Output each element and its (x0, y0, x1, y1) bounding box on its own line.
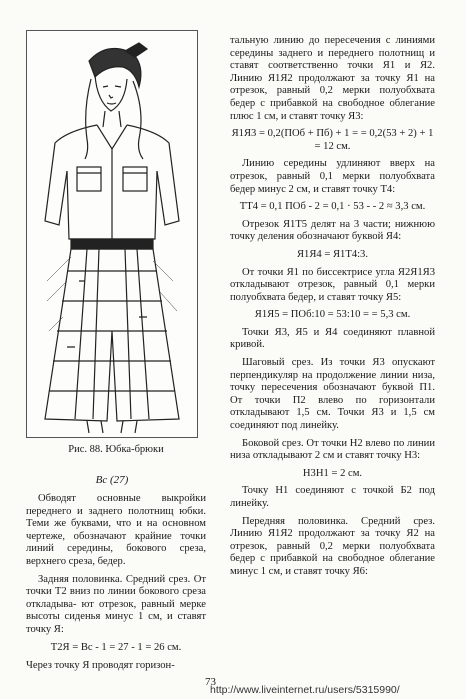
paragraph: Передняя половинка. Средний срез. Линию Я1Я2 продолжают за точку Я2 на отрезок, равный 0,2 мерки полуобхвата бедер с прибавкой на свободное облегание минус 1 см, и ставят точку Я6: (230, 515, 435, 577)
paragraph: Задняя половинка. Средний срез. От точки Т2 вниз по линии бокового среза откладыва- ют отрезок, равный мерке высоты сиденья минус 1 см, и ставят точку Я: (26, 573, 206, 635)
paragraph: Через точку Я проводят горизон- (26, 660, 175, 672)
formula: Н3Н1 = 2 см. (302, 467, 363, 479)
paragraph: Боковой срез. От точки Н2 влево по линии низа откладывают 2 см и ставят точку Н3: (230, 437, 435, 462)
paragraph: Линию середины удлиняют вверх на отрезок, равный 0,1 мерки полуобхвата бедер минус 2 см, и ставят точку Т4: (230, 158, 435, 195)
formula: Я1Я5 = ПОб:10 = 53:10 = = 5,3 см. (254, 309, 411, 321)
formula: Я1Я3 = 0,2(ПОб + Пб) + 1 = = 0,2(53 + 2) + 1 = 12 см. (231, 128, 434, 152)
watermark-url: http://www.liveinternet.ru/users/5315990/ (210, 684, 400, 696)
paragraph: Точку Н1 соединяют с точкой Б2 под линейку. (230, 485, 435, 509)
skirt-trousers-drawing (27, 31, 197, 437)
paragraph: Отрезок Я1Т5 делят на 3 части; нижнюю точку деления обозначают буквой Я4: (230, 218, 435, 243)
paragraph: Шаговый срез. Из точки Я3 опускают перпендикуляр на продолжение линии низа, точку пересечения обозначают буквой П1. От точки П2 влево по горизонтали откладывают 1,5 см. Точки Я3 и 1,5 см соединяют под линейку. (230, 357, 435, 432)
formula: ТТ4 = 0,1 ПОб - 2 = 0,1 · 53 - - 2 ≈ 3,3 см. (239, 201, 426, 213)
formula: Я1Я4 = Я1Т4:3. (296, 248, 369, 260)
paragraph: тальную линию до пересечения с линиями середины заднего и переднего полотнищ и ставят соответственно точки Я1 и Я2. Линию Я1Я2 продолжают за точку Я1 на отрезок, равный 0,2 мерки полуобхвата бедер с прибавкой на свободное облегание плюс 1 см, и ставят точку Я3: (230, 35, 435, 122)
paragraph: Обводят основные выкройки переднего и заднего полотнищ юбки. Теми же буквами, что и на основном чертеже, обозначают крайние точки линий середины, бокового среза, верхнего среза, бедер. (26, 493, 206, 567)
paragraph: От точки Я1 по биссектрисе угла Я2Я1Я3 откладывают отрезок, равный 0,1 мерки полуобхвата бедер, и ставят точку Я5: (230, 266, 435, 303)
page-number: 73 (205, 676, 216, 688)
formula-heading: Вс (27) (95, 474, 129, 486)
formula: Т2Я = Вс - 1 = 27 - 1 = 26 см. (50, 641, 182, 653)
fashion-illustration (26, 30, 198, 438)
left-text-column (26, 493, 206, 678)
figure-caption: Рис. 88. Юбка-брюки (68, 444, 164, 455)
paragraph: Точки Я3, Я5 и Я4 соединяют плавной кривой. (230, 326, 435, 351)
right-text-column (230, 35, 435, 584)
